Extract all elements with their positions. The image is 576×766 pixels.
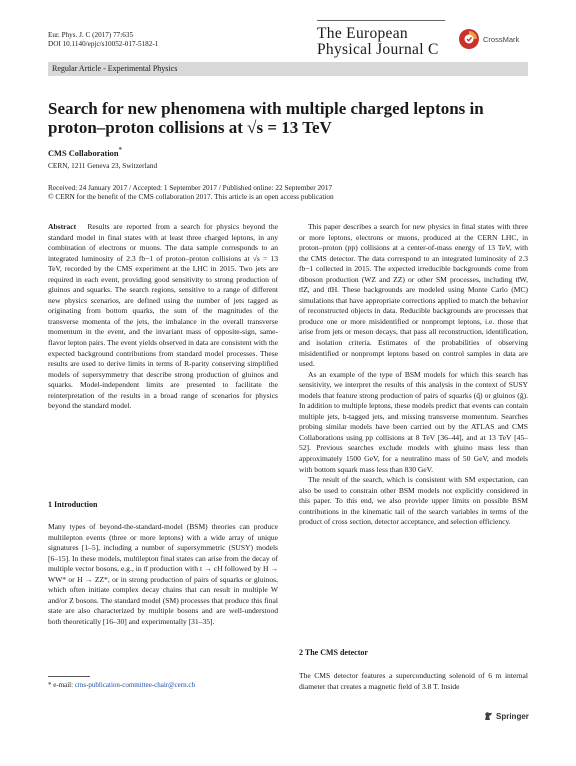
journal-title-line-2: Physical Journal C [317,41,439,58]
right-paragraph-3: The result of the search, which is consistent with SM expectation, can also be used to constrain other BSM models not explicitly considered in this paper. To this end, we also provide upper limits on possible BSM contributions in the kinematic tail of the search variables in terms of the product of cross section, detector acceptance, and selection efficiency. [299,475,528,527]
footnote: * e-mail: cms-publication-committee-chair@cern.ch [48,681,195,689]
footnote-email-link[interactable]: cms-publication-committee-chair@cern.ch [74,681,195,689]
right-paragraph-1: This paper describes a search for new physics in final states with three or more leptons, electrons or muons, produced at the CERN LHC, in proton–proton (pp) collisions at a center-of-mass energy of 13 TeV, with the CMS detector. The data correspond to an integrated luminosity of 2.3 fb−1 collected in 2015. The expected irreducible backgrounds come from diboson production (WZ and ZZ) or other SM processes, including tt̄W, tt̄Z, and tt̄H. These backgrounds are modeled using Monte Carlo (MC) simulations that have appropriate corrections applied to match the behavior of reconstructed objects in data. Reducible backgrounds are processes that produce one or more misidentified or nonprompt leptons, i.e. those that arise from jets or meson decays, that pass all reconstruction, identification, and isolation criteria. Estimates of the probabilities of observing misidentified or nonprompt leptons based on control samples in data are used. [299,222,528,369]
publisher-name: Springer [496,711,529,721]
publisher-logo [484,711,529,721]
dates: Received: 24 January 2017 / Accepted: 1 September 2017 / Published online: 22 September 2017 [48,183,333,192]
journal-reference: Eur. Phys. J. C (2017) 77:635 [48,31,134,39]
abstract [48,222,278,412]
paper-title [48,99,508,137]
section-cms-detector-heading: 2 The CMS detector [299,648,368,657]
introduction-paragraph-1: Many types of beyond-the-standard-model (BSM) theories can produce multilepton events (three or more leptons) with a wide array of unique signatures [1–5], including a number of supersymmetric (SUSY) models [6–15]. In these models, multilepton final states can arise from the decay of multiple vector bosons, e.g., in tt̄ production with t → cH followed by H → WW* or H → ZZ*, or in strong production of pairs of squarks or gluinos, which often initiate complex decay chains that can result in multiple W and/or Z bosons. The standard model (SM) processes that produce this final state are also characterized by multiple bosons and are well-understood both theoretically [16–30] and experimentally [31–35]. [48,522,278,626]
title-line-2: proton–proton collisions at √s = 13 TeV [48,118,332,137]
crossmark-icon [458,28,480,50]
article-type: Regular Article - Experimental Physics [52,64,178,73]
doi[interactable]: DOI 10.1140/epjc/s10052-017-5182-1 [48,40,159,48]
right-paragraph-2: As an example of the type of BSM models for which this search has sensitivity, we interpret the results of this analysis in the context of SUSY models that feature strong production of pairs of squarks (q̃) or gluinos (g̃). In addition to multiple leptons, these models predict that events can contain multiple jets, b-tagged jets, and missing transverse momentum. Searches probing similar models have been carried out by the ATLAS and CMS Collaborations using pp collisions at 8 TeV [36–44], and at 13 TeV [45–52]. Previous searches exclude models with gluino mass less than approximately 1500 GeV, for a neutralino mass of 50 GeV, and models with bottom squark mass less than 830 GeV. [299,369,528,474]
footnote-rule [48,676,90,677]
journal-title-rule [317,20,445,21]
cms-detector-paragraph: The CMS detector features a superconducting solenoid of 6 m internal diameter that creates a magnetic field of 3.8 T. Inside [299,671,528,691]
section-introduction-heading: 1 Introduction [48,500,98,509]
author: CMS Collaboration* [48,146,122,158]
copyright: © CERN for the benefit of the CMS collaboration 2017. This article is an open access publication [48,192,334,201]
journal-title-line-1: The European [317,25,408,42]
title-line-1: Search for new phenomena with multiple charged leptons in [48,99,484,118]
abstract-label: Abstract [48,222,77,231]
affiliation: CERN, 1211 Geneva 23, Switzerland [48,161,158,170]
author-mark[interactable]: * [118,146,122,154]
springer-horse-icon [484,711,493,721]
crossmark-badge[interactable] [458,28,520,55]
article-type-band [48,62,528,76]
crossmark-label: CrossMark [483,35,520,44]
right-column [299,222,528,528]
abstract-text: Results are reported from a search for physics beyond the standard model in final states with at least three charged leptons, in any combination of electrons or muons. The data sample corresponds to an integrated luminosity of 2.3 fb−1 of proton–proton collisions at √s = 13 TeV, recorded by the CMS experiment at the LHC in 2015. Two jets are required in each event, providing good sensitivity to strong production of gluinos and squarks. The search regions, sensitive to a range of different new physics scenarios, are defined using the number of jets tagged as originating from bottom quarks, the sum of the magnitudes of the transverse momenta of the jets, the imbalance in the overall transverse momentum in the event, and the invariant mass of opposite-sign, same-flavor lepton pairs. The event yields observed in data are consistent with the expected background contributions from standard model processes. These results are used to derive limits in terms of R-parity conserving simplified models of supersymmetry that describe strong production of gluinos and squarks. Model-independent limits are presented to facilitate the reinterpretation of the results in a broad range of scenarios for physics beyond the standard model. [48,222,278,411]
